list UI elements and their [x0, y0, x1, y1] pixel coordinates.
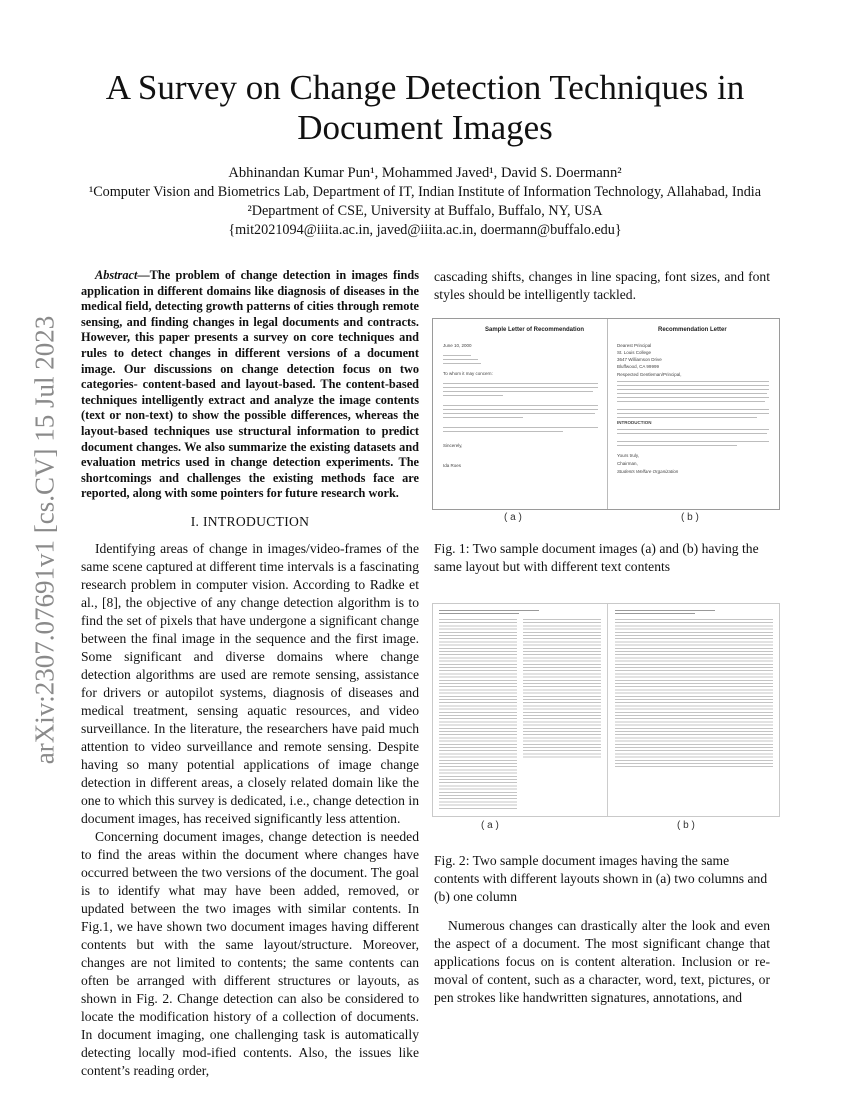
fig1-doc-a-signature: Ida Roes: [443, 463, 462, 468]
fig1-label-b: ( b ): [681, 512, 699, 523]
figure-2-image-panel: [432, 603, 780, 817]
fig1-doc-b-salutation: Respected Gentleman/Principal,: [617, 372, 682, 377]
fig2-label-a: ( a ): [481, 820, 499, 831]
abstract: [81, 268, 419, 502]
intro-paragraph-1: Identifying areas of change in images/video-frames of the same scene captured at different time intervals is a fascinating research problem in computer vision. According to Radke et al., [8], the objective of any change detection algorithm is to find the set of pixels that have undergone a significant change between the final image in the sequence and the first image. Some significant and diverse domains where change detection algorithms are used are remote sensing, assistance for drivers or autopilot systems, diagnosis of diseases and medical treatment, sensing aquatic resources, and video surveillance. In the literature, the researchers have paid much attention to video surveillance and remote sensing. Despite having so many potential applications of image change detection in different areas, a closely related domain like the one to which this survey is dedicated, i.e., change detection in document images, has received significantly less attention.: [81, 540, 419, 826]
abstract-label: Abstract: [95, 268, 138, 282]
abstract-text: —The problem of change detection in images finds application in different domains like diagnosis of diseases in the medical field, detecting growth patterns of cities through remote sensing, and finding changes in legal documents and contracts. However, this paper presents a survey on core techniques and rules to detect changes in different versions of a document image. Our discussions on change detection focus on two categories- content-based and layout-based. The content-based techniques intelligently extract and analyze the image contents (text or non-text) to show the possible differences, whereas the layout-based techniques use structural information to predict document changes. We also summarize the existing datasets and evaluation metrics used in change detection experiments. The shortcomings and challenges the existing methods face are reported, along with some pointers for future research work.: [81, 268, 419, 501]
author-names: Abhinandan Kumar Pun¹, Mohammed Javed¹, David S. Doermann²: [228, 165, 622, 181]
fig1-doc-b-yours: Yours truly,: [617, 453, 640, 458]
fig2-label-b: ( b ): [677, 820, 695, 831]
fig1-label-a: ( a ): [504, 512, 522, 523]
fig1-doc-b-college: St. Louis College: [617, 350, 652, 355]
figure-2: [432, 603, 780, 833]
fig1-doc-b-address: 3647 Williamson Drive: [617, 357, 662, 362]
figure-1-caption: Fig. 1: Two sample document images (a) and (b) having the same layout but with different text contents: [434, 541, 759, 574]
fig1-doc-a-greeting: To whom it may concern:: [443, 371, 493, 376]
affiliation-2: ²Department of CSE, University at Buffalo, Buffalo, NY, USA: [247, 203, 603, 219]
right-column-body-text: Numerous changes can drastically alter the look and even the aspect of a document. The most significant change that applications focus on is content alteration. Inclusion or re-moval of content, such as a character, word, text, pictures, or pen strokes like handwritten signatures, annotations, and: [434, 918, 770, 1005]
fig1-doc-b-chair: Chairman,: [617, 461, 638, 466]
figure-1: [432, 318, 780, 526]
fig1-doc-b-intro: INTRODUCTION: [617, 420, 652, 425]
figure-2-caption: Fig. 2: Two sample document images having the same contents with different layouts shown in (a) two columns and (b) one column: [434, 853, 768, 904]
figure-1-image-panel: [432, 318, 780, 510]
fig1-doc-b-title: Recommendation Letter: [658, 327, 727, 333]
fig1-doc-a-date: June 10, 2000: [443, 343, 472, 348]
intro-paragraph-2: Concerning document images, change detection is needed to find the areas within the document where changes have occurred between the two versions of the document. The goal is to identify what may have been added, removed, or updated between the two images with similar contents. In Fig.1, we have shown two document images having different contents but with the same layout/structure. Moreover, changes are not limited to contents; the same contents can often be arranged with different structures or layouts, as shown in Fig. 2. Change detection can also be considered to locate the modification history of a collection of documents. In document imaging, one challenging task is automatically detecting locally mod-ified contents. Also, the issues like content’s reading order,: [81, 828, 419, 1078]
fig1-doc-b-greeting: Dearest Principal: [617, 343, 652, 348]
fig1-doc-a-title: Sample Letter of Recommendation: [485, 327, 585, 333]
arxiv-identifier-stamp: [20, 300, 70, 780]
fig1-doc-a-closing: Sincerely,: [443, 443, 463, 448]
left-column: [81, 268, 419, 1080]
arxiv-identifier-text: arXiv:2307.07691v1 [cs.CV] 15 Jul 2023: [29, 315, 60, 765]
paper-title: A Survey on Change Detection Techniques in Document Images: [105, 68, 745, 147]
section-heading-introduction: I. INTRODUCTION: [190, 513, 310, 529]
author-block: [60, 164, 790, 240]
right-column-opening-text: cascading shifts, changes in line spacing, font sizes, and font styles should be intelligently tackled.: [434, 269, 770, 302]
fig1-doc-b-org: Students Welfare Organization: [617, 469, 679, 474]
affiliation-1: ¹Computer Vision and Biometrics Lab, Department of IT, Indian Institute of Information Technology, Allahabad, India: [88, 184, 762, 200]
fig1-doc-b-city: Bluffwood, CA 99999: [617, 364, 659, 369]
author-emails: {mit2021094@iiita.ac.in, javed@iiita.ac.in, doermann@buffalo.edu}: [228, 222, 622, 238]
